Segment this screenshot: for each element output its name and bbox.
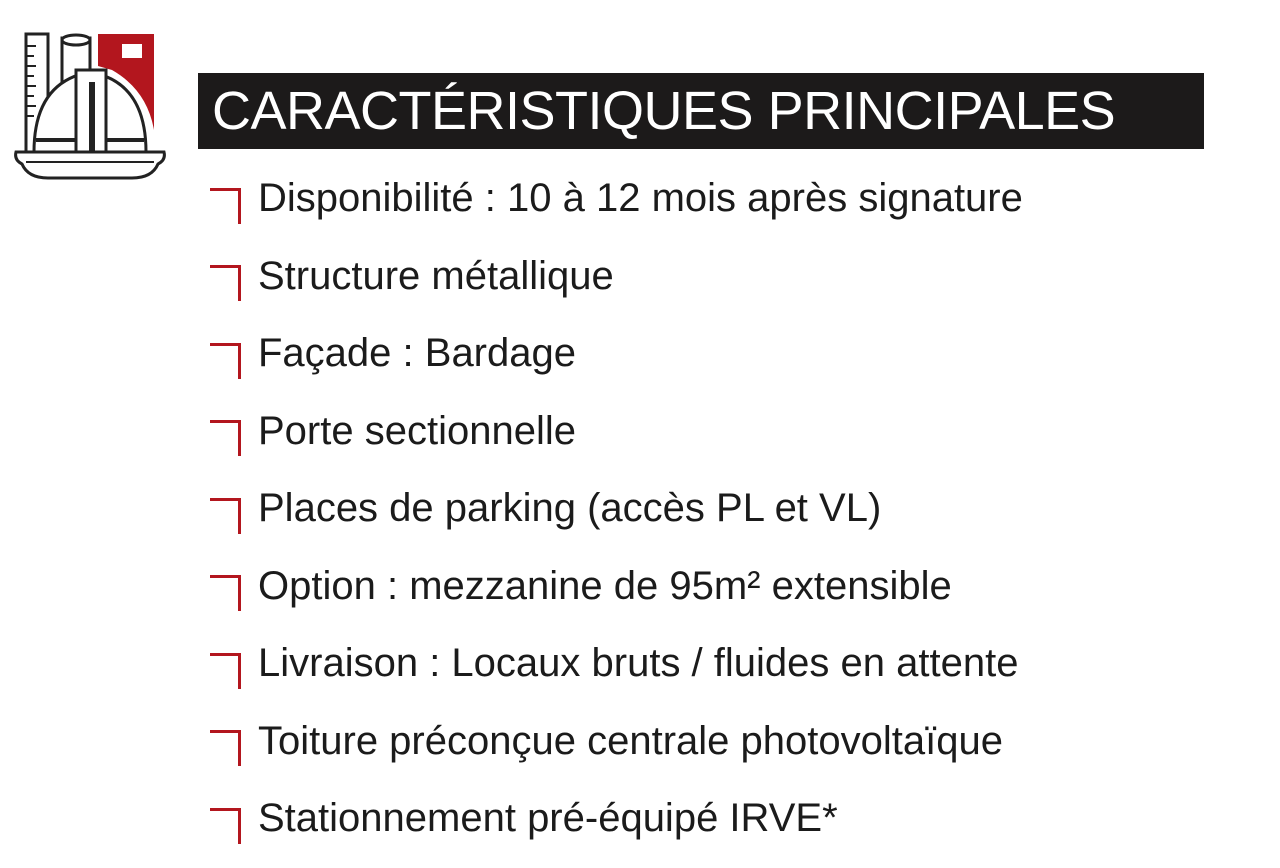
corner-bracket-icon [208,800,242,848]
corner-bracket-icon [208,567,242,615]
list-item [208,315,1023,393]
features-list [208,160,1023,858]
list-item-label: Option : mezzanine de 95m² extensible [258,563,952,608]
list-item [208,625,1023,703]
corner-bracket-icon [208,490,242,538]
list-item-label: Toiture préconçue centrale photovoltaïque [258,718,1003,763]
list-item-label: Disponibilité : 10 à 12 mois après signature [258,176,1023,221]
list-item [208,160,1023,238]
corner-bracket-icon [208,645,242,693]
list-item-label: Livraison : Locaux bruts / fluides en attente [258,641,1019,686]
section-title: CARACTÉRISTIQUES PRINCIPALES [198,73,1204,149]
corner-bracket-icon [208,257,242,305]
list-item-label: Porte sectionnelle [258,408,576,453]
construction-helmet-icon [12,30,168,180]
list-item-label: Structure métallique [258,253,614,298]
list-item [208,393,1023,471]
list-item [208,703,1023,781]
list-item-label: Stationnement pré-équipé IRVE* [258,796,838,841]
list-item [208,780,1023,858]
corner-bracket-icon [208,412,242,460]
corner-bracket-icon [208,180,242,228]
corner-bracket-icon [208,722,242,770]
corner-bracket-icon [208,335,242,383]
list-item-label: Places de parking (accès PL et VL) [258,486,882,531]
list-item [208,238,1023,316]
list-item-label: Façade : Bardage [258,331,576,376]
list-item [208,470,1023,548]
list-item [208,548,1023,626]
